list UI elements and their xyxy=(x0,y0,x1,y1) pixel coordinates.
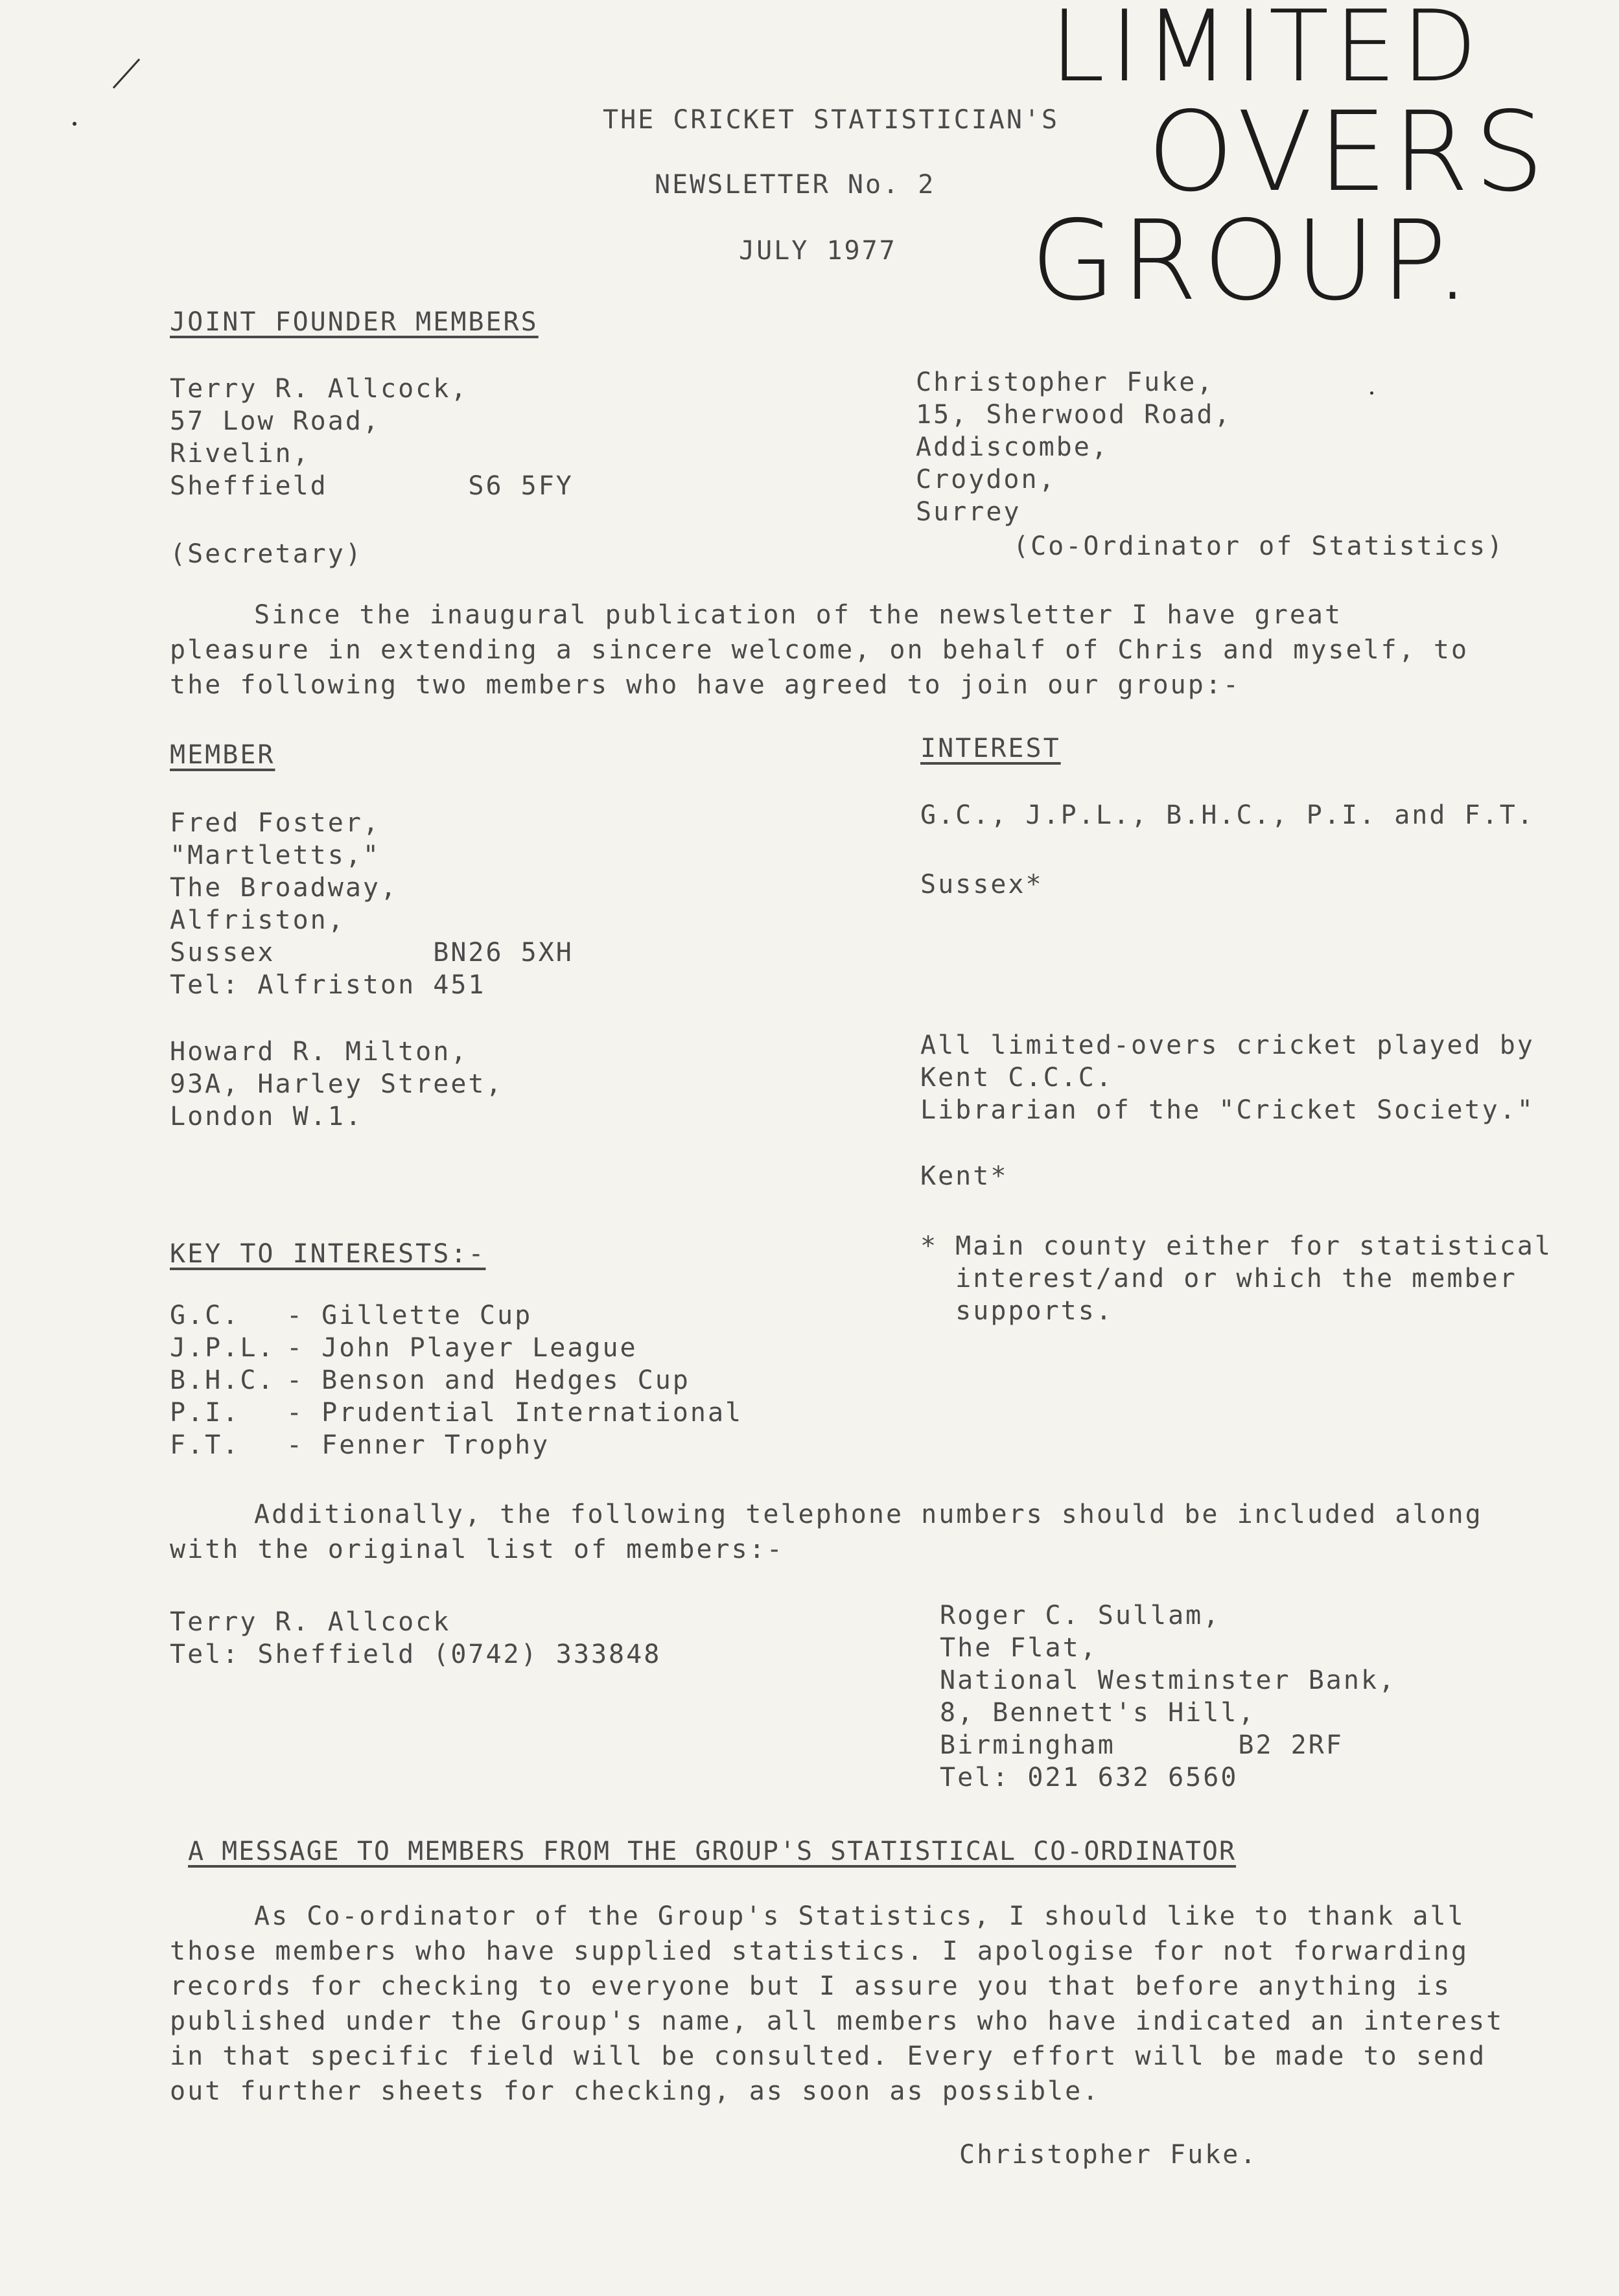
address-line: Tel: 021 632 6560 xyxy=(940,1763,1239,1792)
phone-line: Terry R. Allcock xyxy=(170,1607,451,1637)
member1-county: Sussex* xyxy=(920,870,1043,899)
interest-line: Librarian of the "Cricket Society." xyxy=(920,1095,1535,1125)
address-line: Birmingham B2 2RF xyxy=(940,1730,1344,1760)
message-body: As Co-ordinator of the Group's Statistics, I should like to thank all those members who have supplied statistics. I apologise for not forwarding records for checking to everyone but I assure you that before anything is published under the Group's name, all members who have indicated an interest in that specific field will be consulted. Every effort will be made to send out further sheets for checking, as soon as possible. xyxy=(170,1901,1504,2106)
address-line: Addiscombe, xyxy=(916,432,1109,462)
welcome-text: Since the inaugural publication of the newsletter I have great pleasure in extending a sincere welcome, on behalf of Chris and myself, to the following two members who have agreed to join our group:- xyxy=(170,600,1469,700)
member-line: Howard R. Milton, xyxy=(170,1037,469,1067)
interest-line: All limited-overs cricket played by xyxy=(920,1030,1535,1060)
address-line: Christopher Fuke, xyxy=(916,367,1215,397)
key-item xyxy=(170,1364,743,1397)
message-heading: A MESSAGE TO MEMBERS FROM THE GROUP'S STATISTICAL CO-ORDINATOR xyxy=(188,1837,1237,1866)
footnote-line: * Main county either for statistical xyxy=(920,1231,1552,1261)
key-name: - Gillette Cup xyxy=(286,1301,533,1330)
member-line: London W.1. xyxy=(170,1102,363,1131)
address-line: 8, Bennett's Hill, xyxy=(940,1698,1256,1728)
stamp-line-3: GROUP. xyxy=(1031,197,1476,325)
member-line: 93A, Harley Street, xyxy=(170,1069,504,1099)
key-heading: KEY TO INTERESTS:- xyxy=(170,1239,486,1269)
key-item xyxy=(170,1397,743,1429)
pen-dot xyxy=(1370,391,1373,395)
message-paragraph xyxy=(170,1899,1505,2109)
member-line: Alfriston, xyxy=(170,905,345,935)
address-line: Croydon, xyxy=(916,465,1056,494)
address-line: National Westminster Bank, xyxy=(940,1665,1397,1695)
telephone-paragraph xyxy=(170,1497,1485,1567)
key-name: - Fenner Trophy xyxy=(286,1430,550,1460)
founder-address-right xyxy=(916,366,1231,528)
address-line: Terry R. Allcock, xyxy=(170,374,469,404)
key-name: - John Player League xyxy=(286,1333,638,1363)
member2-interest xyxy=(920,1029,1535,1126)
member-howard-milton xyxy=(170,1036,504,1133)
stamp-line-2: OVERS xyxy=(1147,88,1550,216)
column-member: MEMBER xyxy=(170,740,275,770)
member-line: The Broadway, xyxy=(170,873,399,903)
telephone-text: Additionally, the following telephone numbers should be included along with the original list of members:- xyxy=(170,1500,1483,1564)
address-line: Rivelin, xyxy=(170,439,310,469)
signature: Christopher Fuke. xyxy=(959,2140,1258,2170)
key-name: - Benson and Hedges Cup xyxy=(286,1365,690,1395)
member-line: Fred Foster, xyxy=(170,808,380,838)
founder-role-right: (Co-Ordinator of Statistics) xyxy=(1013,531,1505,561)
member-fred-foster xyxy=(170,807,574,1001)
key-item xyxy=(170,1299,743,1332)
founders-heading: JOINT FOUNDER MEMBERS xyxy=(170,307,539,337)
member1-interest: G.C., J.P.L., B.H.C., P.I. and F.T. xyxy=(920,800,1535,830)
stamp-line-1: LIMITED xyxy=(1050,0,1483,104)
key-code: F.T. xyxy=(170,1430,240,1460)
key-name: - Prudential International xyxy=(286,1398,743,1428)
key-list xyxy=(170,1299,743,1461)
phone-left xyxy=(170,1606,661,1671)
welcome-paragraph xyxy=(170,597,1485,702)
founder-address-left xyxy=(170,373,574,502)
founder-role-left: (Secretary) xyxy=(170,539,363,569)
address-line: 57 Low Road, xyxy=(170,406,380,436)
key-footnote xyxy=(920,1230,1552,1327)
key-code: G.C. xyxy=(170,1301,240,1330)
pen-mark xyxy=(113,58,140,89)
newsletter-date: JULY 1977 xyxy=(739,236,897,266)
newsletter-number: NEWSLETTER No. 2 xyxy=(655,170,936,200)
key-code: J.P.L. xyxy=(170,1333,275,1363)
address-line: Surrey xyxy=(916,497,1021,527)
member2-county: Kent* xyxy=(920,1161,1008,1191)
footnote-line: supports. xyxy=(920,1296,1113,1326)
pen-dot xyxy=(73,122,76,126)
key-item xyxy=(170,1332,743,1364)
phone-line: Tel: Sheffield (0742) 333848 xyxy=(170,1640,662,1669)
interest-line: Kent C.C.C. xyxy=(920,1063,1113,1093)
member-line: "Martletts," xyxy=(170,841,380,870)
address-line: Roger C. Sullam, xyxy=(940,1601,1221,1630)
member-line: Tel: Alfriston 451 xyxy=(170,970,486,1000)
key-item xyxy=(170,1429,743,1461)
address-line: The Flat, xyxy=(940,1633,1098,1663)
newsletter-title: THE CRICKET STATISTICIAN'S xyxy=(603,105,1060,135)
key-code: B.H.C. xyxy=(170,1365,275,1395)
footnote-line: interest/and or which the member xyxy=(920,1264,1517,1293)
phone-right-address xyxy=(940,1599,1396,1794)
column-interest: INTEREST xyxy=(920,734,1061,763)
member-line: Sussex BN26 5XH xyxy=(170,938,574,968)
address-line: 15, Sherwood Road, xyxy=(916,400,1232,430)
address-line: Sheffield S6 5FY xyxy=(170,471,574,501)
key-code: P.I. xyxy=(170,1398,240,1428)
